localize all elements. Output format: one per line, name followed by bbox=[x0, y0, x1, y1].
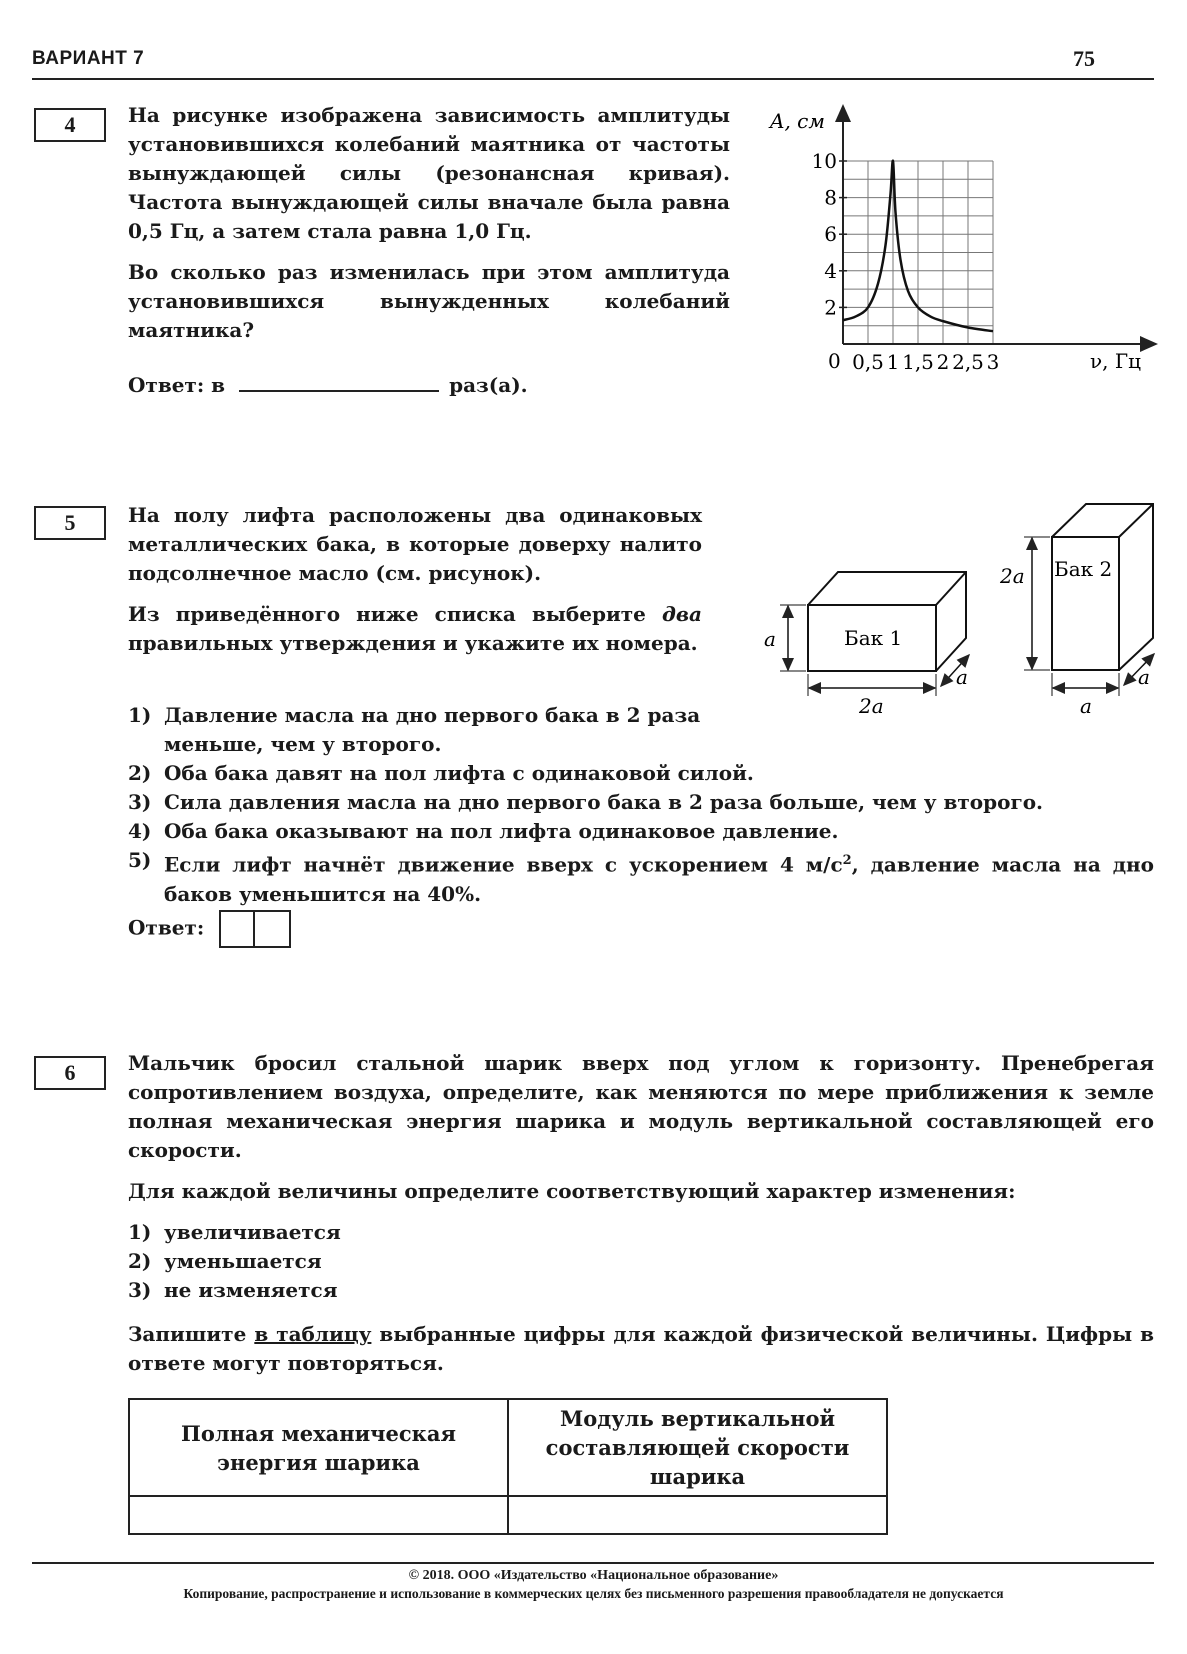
question-4-text bbox=[128, 101, 730, 345]
q5-option-5-text-start: Если лифт начнёт движение вверх с ускорением 4 м/с bbox=[164, 852, 843, 877]
chart-grid bbox=[843, 161, 993, 344]
q6-options-list bbox=[128, 1218, 341, 1305]
tanks-figure bbox=[760, 500, 1160, 720]
q6-instruction-table-ref: в таблицу bbox=[254, 1322, 372, 1346]
q6-table-header-2: Модуль вертикальной составляющей скорости шарика bbox=[508, 1399, 887, 1496]
tank1-depth-label: a bbox=[956, 665, 968, 689]
q4-answer-suffix: раз(а). bbox=[449, 373, 528, 397]
q5-option-5-number: 5) bbox=[128, 848, 152, 872]
q5-option-1 bbox=[128, 701, 704, 759]
q6-option-2 bbox=[128, 1247, 341, 1276]
tank2-depth-label: a bbox=[1138, 665, 1150, 689]
q6-option-2-text: уменьшается bbox=[164, 1249, 322, 1273]
q5-paragraph-1: На полу лифта расположены два одинаковых металлических бака, в которые доверху налито подсолнечное масло (см. рисунок). bbox=[128, 503, 702, 585]
q5-answer-box-1[interactable] bbox=[219, 910, 255, 948]
q5-p2-end: правильных утверждения и укажите их номера. bbox=[128, 631, 698, 655]
q4-answer-row bbox=[128, 371, 730, 400]
q5-answer-row bbox=[128, 910, 291, 948]
q5-p2-start: Из приведённого ниже списка выберите bbox=[128, 602, 646, 626]
x-tick-label: 1 bbox=[886, 350, 900, 374]
x-axis-label: ν, Гц bbox=[1090, 349, 1141, 373]
chart-ticks bbox=[812, 149, 1000, 374]
variant-label: ВАРИАНТ 7 bbox=[32, 48, 145, 69]
q5-option-4-text: Оба бака оказывают на пол лифта одинаковое давление. bbox=[164, 819, 839, 843]
x-tick-label: 0,5 bbox=[852, 350, 884, 374]
q5-option-4 bbox=[128, 817, 1154, 846]
q6-option-2-number: 2) bbox=[128, 1249, 152, 1273]
q5-answer-box-2[interactable] bbox=[255, 910, 291, 948]
q5-option-2-number: 2) bbox=[128, 761, 152, 785]
q6-answer-table bbox=[128, 1398, 888, 1535]
x-tick-label: 2 bbox=[936, 350, 950, 374]
q5-option-1-number: 1) bbox=[128, 703, 152, 727]
y-tick-label: 6 bbox=[824, 222, 837, 247]
q6-table-answer-row bbox=[129, 1496, 887, 1534]
footer-notice: Копирование, распространение и использование в коммерческих целях без письменного разрешения правообладателя не допускается bbox=[183, 1586, 1004, 1601]
q4-paragraph-2: Во сколько раз изменилась при этом амплитуда установившихся вынужденных колебаний маятника? bbox=[128, 260, 730, 342]
q5-option-5-text-end: , давление масла на дно баков уменьшится на 40%. bbox=[164, 852, 1154, 906]
header-divider bbox=[32, 78, 1154, 80]
x-tick-label: 3 bbox=[986, 350, 1000, 374]
q5-option-4-number: 4) bbox=[128, 819, 152, 843]
q6-instruction-start: Запишите bbox=[128, 1322, 247, 1346]
tank1-height-label: a bbox=[764, 627, 776, 651]
q4-paragraph-1: На рисунке изображена зависимость амплитуды установившихся колебаний маятника от частоты вынуждающей силы (резонансная кривая). Частота вынуждающей силы вначале была равна 0,5 Гц, а затем стала равна 1,0 Гц. bbox=[128, 103, 730, 243]
question-5-text bbox=[128, 501, 702, 658]
q5-answer-label: Ответ: bbox=[128, 915, 205, 940]
q5-option-5-text bbox=[164, 846, 1154, 909]
q4-answer-prefix: Ответ: в bbox=[128, 373, 226, 397]
q6-answer-cell-2[interactable] bbox=[508, 1496, 887, 1534]
q6-instruction-end: выбранные цифры для каждой физической величины. Цифры в ответе могут повторяться. bbox=[128, 1322, 1155, 1375]
q6-option-1 bbox=[128, 1218, 341, 1247]
origin-label: 0 bbox=[828, 349, 841, 373]
q6-table-header-row bbox=[129, 1399, 887, 1496]
footer-copyright: © 2018. ООО «Издательство «Национальное образование» bbox=[408, 1568, 779, 1583]
y-axis-label: A, см bbox=[770, 109, 825, 133]
tank-2-label: Бак 2 bbox=[1054, 557, 1113, 581]
page-number: 75 bbox=[1073, 46, 1095, 71]
tank-2 bbox=[1052, 504, 1153, 670]
x-tick-label: 1,5 bbox=[902, 350, 934, 374]
q6-option-3-text: не изменяется bbox=[164, 1278, 338, 1302]
y-tick-label: 8 bbox=[824, 185, 837, 210]
q6-table-header-1: Полная механическая энергия шарика bbox=[129, 1399, 508, 1496]
question-6-text bbox=[128, 1049, 1154, 1206]
q5-paragraph-2 bbox=[128, 600, 702, 658]
q4-answer-input[interactable] bbox=[239, 372, 439, 392]
tank2-height-label: 2a bbox=[1000, 564, 1025, 588]
q5-option-5 bbox=[128, 846, 1154, 909]
q5-options-list bbox=[128, 759, 1154, 909]
tank-1-label: Бак 1 bbox=[844, 626, 903, 650]
resonance-chart bbox=[760, 100, 1160, 390]
question-number-5: 5 bbox=[34, 506, 106, 540]
question-number-6: 6 bbox=[34, 1056, 106, 1090]
q6-answer-cell-1[interactable] bbox=[129, 1496, 508, 1534]
question-number-4: 4 bbox=[34, 108, 106, 142]
q5-option-3-text: Сила давления масла на дно первого бака в 2 раза больше, чем у второго. bbox=[164, 790, 1044, 814]
q6-option-3-number: 3) bbox=[128, 1278, 152, 1302]
x-tick-label: 2,5 bbox=[952, 350, 984, 374]
q6-option-1-text: увеличивается bbox=[164, 1220, 341, 1244]
q6-paragraph-2: Для каждой величины определите соответствующий характер изменения: bbox=[128, 1179, 1016, 1203]
q5-p2-emphasis: два bbox=[662, 602, 702, 626]
y-tick-label: 2 bbox=[824, 295, 837, 320]
q5-option-3 bbox=[128, 788, 1154, 817]
q5-option-2 bbox=[128, 759, 1154, 788]
q6-option-1-number: 1) bbox=[128, 1220, 152, 1244]
q6-paragraph-1: Мальчик бросил стальной шарик вверх под углом к горизонту. Пренебрегая сопротивлением воздуха, определите, как меняются по мере приближения к земле полная механическая энергия шарика и модуль вертикальной составляющей его скорости. bbox=[128, 1051, 1154, 1162]
y-tick-label: 10 bbox=[811, 149, 837, 173]
tank-1 bbox=[808, 572, 966, 671]
q6-option-3 bbox=[128, 1276, 341, 1305]
q5-option-5-sup: 2 bbox=[842, 853, 852, 868]
q5-option-3-number: 3) bbox=[128, 790, 152, 814]
y-tick-label: 4 bbox=[824, 258, 837, 283]
q5-option-1-text: Давление масла на дно первого бака в 2 раза меньше, чем у второго. bbox=[164, 703, 701, 756]
q5-option-2-text: Оба бака давят на пол лифта с одинаковой силой. bbox=[164, 761, 754, 785]
tank2-width-label: a bbox=[1080, 694, 1092, 718]
q6-instruction bbox=[128, 1320, 1154, 1378]
footer-divider bbox=[32, 1562, 1154, 1564]
q5-answer-boxes bbox=[219, 910, 291, 948]
tank1-width-label: 2a bbox=[859, 694, 884, 718]
